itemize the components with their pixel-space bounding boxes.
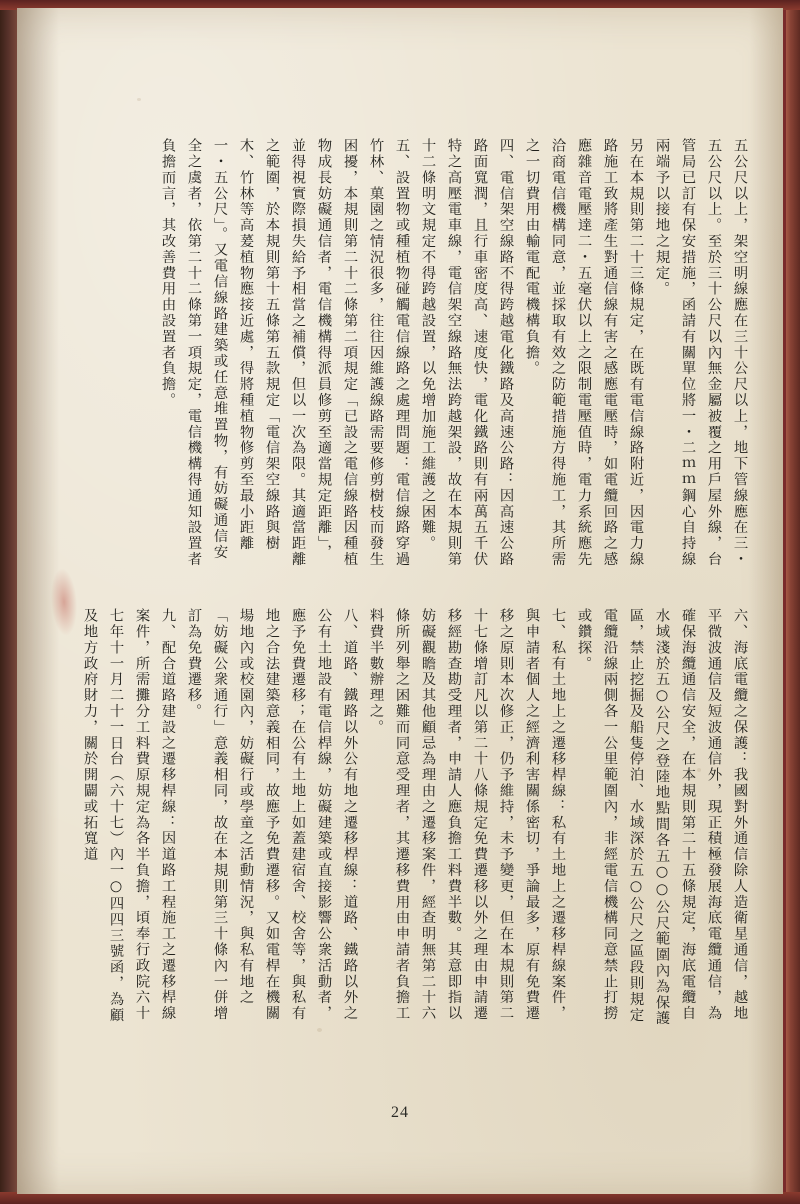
text-column: 四、電信架空線路不得跨越電化鐵路及高速公路：因高速公路路面寬潤，且行車密度高、速度快，電化鐵路則有兩萬五千伏特之高壓電車線，電信架空線路無法跨越架設，故在本規則第十二條明文規定不得跨越設置，以免增加施工維護之困難。	[420, 138, 514, 568]
text-column: 六、海底電纜之保護：我國對外通信除人造衛星通信，越地平微波通信及短波通信外，現正積極發展海底電纜通信，為確保海纜通信安全，在本規則第二十五條規定，海底電纜自水域淺於五○公尺之登陸地點間各五○○公尺範圍內為保護區，禁止挖掘及船隻停泊、水域深於五○公尺之區段則規定電纜沿線兩側各一公里範圍內，非經電信機構同意禁止打撈或鑽探。	[576, 608, 748, 1027]
column-group-lower	[77, 608, 753, 1028]
book-edge-right	[786, 0, 800, 1204]
text-column: 九、配合道路建設之遷移桿線：因道路工程施工之遷移桿線案件，所需攤分工料費原規定為各半負擔，頃奉行政院六十七年十一月二十一日台（六十七）內一○四四三號函，為顧及地方政府財力，關於開闢或拓寬道	[82, 608, 176, 1024]
paper-speckle	[137, 98, 141, 101]
page-number: 24	[391, 1104, 409, 1121]
text-column: 七、私有土地上之遷移桿線：私有土地上之遷移桿線案件，與申請者個人之經濟利害關係密切，爭論最多，原有免費遷移之原則本次修正，仍予維持，未予變更，但在本規則第二十七條增訂凡以第二十八條規定免費遷移以外之理由申請遷移經勘查勘受理者，申請人應負擔工料費半數。其意即指以妨礙觀瞻及其他顧忌為理由之遷移案件，經查明無第二十六條所列舉之困難而同意受理者，其遷移費用由申請者負擔工料費半數辦理之。	[368, 608, 566, 1022]
book-binding-left	[0, 0, 18, 1204]
paper-sheet	[17, 8, 783, 1194]
text-column: 五、設置物或種植物碰觸電信線路之處理問題：電信線路穿過竹林、菓園之情況很多，往往因維護線路需要修剪樹枝而發生困擾，本規則第二十二條第二項規定「已設之電信線路因種植物成長妨礙通信者，電信機構得派員修剪至適當規定距離」，並得視實際損失給予相當之補償，但以一次為限。其適當距離之範圍，於本規則第十五條第五款規定「電信架空線路與樹木、竹林等高萲植物應接近處，得將種植物修剪至最小距離一・五公尺」。又電信線路建築或任意堆置物，有妨礙通信安全之虞者，依第二十二條第一項規定，電信機構得通知設置者負擔而言，其改善費用由設置者負擔。	[160, 138, 410, 568]
column-group-upper	[155, 138, 753, 568]
text-block	[29, 138, 771, 1038]
text-column: 另在本規則第二十三條規定，在既有電信線路附近，因電力線路施工致將產生對通信線有害之感應電壓時，如電纜回路之感應雜音電壓達二・五毫伏以上之限制電壓值時，電力系統應先洽商電信機構同意，並採取有效之防範措施方得施工，其所需之一切費用由輸電配電機構負擔。	[524, 138, 644, 568]
text-column: 八、道路、鐵路以外公有地之遷移桿線：道路、鐵路以外之公有土地設有電信桿線，妨礙建築或直接影響公衆活動者，應予免費遷移；在公有土地上如蓋建宿舍、校舍等，與私有地之合法建築意義相同，故應予免費遷移。又如電桿在機關場地內或校園內，妨礙行或學童之活動情況，與私有地之「妨礙公衆通行」意義相同，故在本規則第三十條內一併增訂為免費遷移。	[186, 608, 358, 1022]
text-column: 五公尺以上，架空明線應在三十公尺以上，地下管線應在三・五公尺以上。至於三十公尺以內無金屬被覆之用戶屋外線，台管局已訂有保安措施，函請有關單位將一・二ｍｍ鋼心自持線兩端予以接地之規定。	[654, 138, 748, 568]
